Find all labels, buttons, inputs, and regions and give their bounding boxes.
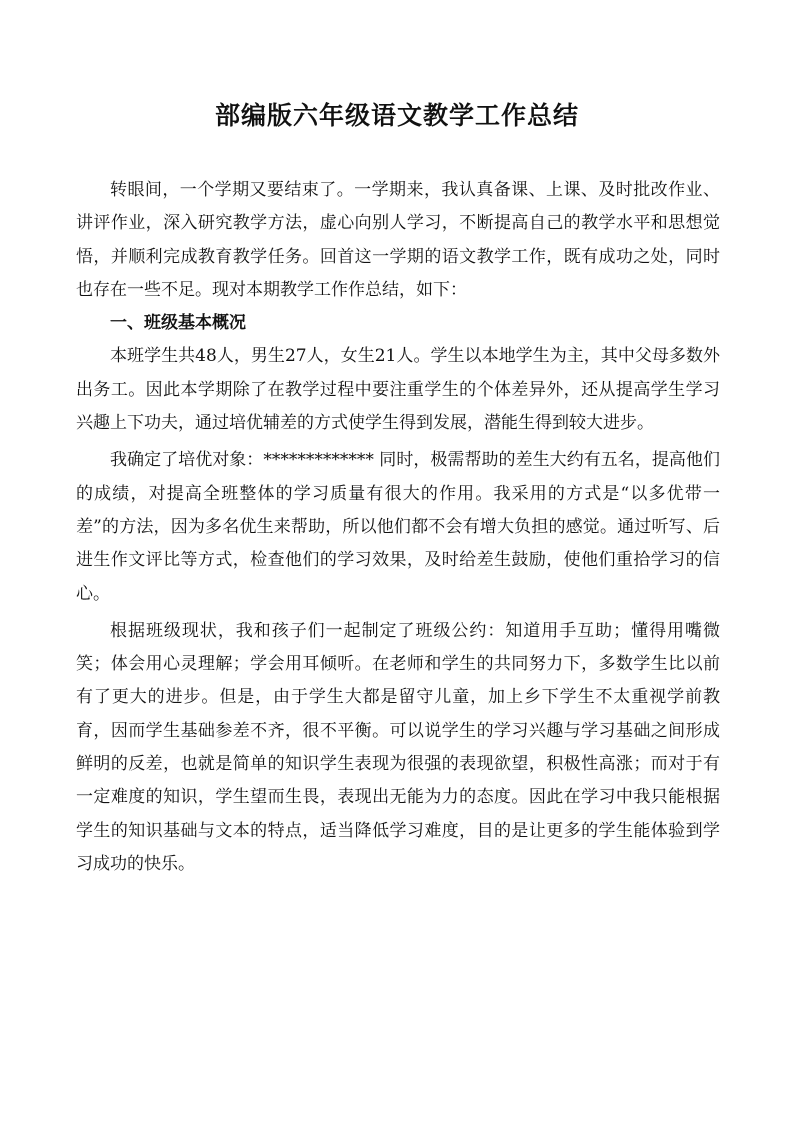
section-heading-class-overview: 一、班级基本概况	[110, 313, 246, 334]
tutoring-paragraph: 我确定了培优对象：************* 同时，极需帮助的差生大约有五名，提高他们的成绩，对提高全班整体的学习质量有很大的作用。我采用的方式是“以多优带一差”的方法，因为多名优生来帮助，所以他们都不会有增大负担的感觉。通过听写、后进生作文评比等方式，检查他们的学习效果，及时给差生鼓励，使他们重拾学习的信心。	[76, 450, 720, 604]
intro-paragraph: 转眼间，一个学期又要结束了。一学期来，我认真备课、上课、及时批改作业、讲评作业，深入研究教学方法，虚心向别人学习，不断提高自己的教学水平和思想觉悟，并顺利完成教育教学任务。回首这一学期的语文教学工作，既有成功之处，同时也存在一些不足。现对本期教学工作作总结，如下：	[76, 180, 720, 300]
document-body	[76, 174, 720, 881]
document-title: 部编版六年级语文教学工作总结	[214, 101, 579, 130]
class-stats-paragraph: 本班学生共48人，男生27人，女生21人。学生以本地学生为主，其中父母多数外出务工。因此本学期除了在教学过程中要注重学生的个体差异外，还从提高学生学习兴趣上下功夫，通过培优辅差的方式使学生得到发展，潜能生得到较大进步。	[76, 346, 720, 434]
class-convention-paragraph: 根据班级现状，我和孩子们一起制定了班级公约：知道用手互助；懂得用嘴微笑；体会用心灵理解；学会用耳倾听。在老师和学生的共同努力下，多数学生比以前有了更大的进步。但是，由于学生大都是留守儿童，加上乡下学生不太重视学前教育，因而学生基础参差不齐，很不平衡。可以说学生的学习兴趣与学习基础之间形成鲜明的反差，也就是简单的知识学生表现为很强的表现欲望，积极性高涨；而对于有一定难度的知识，学生望而生畏，表现出无能为力的态度。因此在学习中我只能根据学生的知识基础与文本的特点，适当降低学习难度，目的是让更多的学生能体验到学习成功的快乐。	[76, 620, 720, 874]
